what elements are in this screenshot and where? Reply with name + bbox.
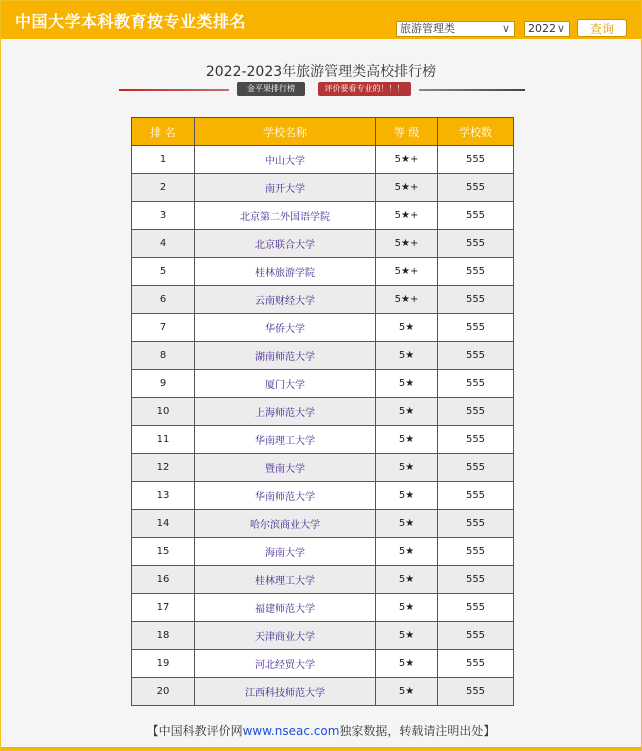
school-link[interactable]: 上海师范大学 [195,398,376,426]
count-cell: 555 [438,398,514,426]
school-link[interactable]: 南开大学 [195,174,376,202]
page-title: 2022-2023年旅游管理类高校排行榜 [205,64,437,80]
category-select[interactable] [396,21,515,37]
rank-cell: 4 [132,230,195,258]
app-title: 中国大学本科教育按专业类排名 [15,12,247,31]
table-row [132,650,514,678]
rank-cell: 1 [132,146,195,174]
grade-cell: 5★ [376,398,438,426]
school-link[interactable]: 桂林旅游学院 [195,258,376,286]
divider-left [119,89,229,91]
count-cell: 555 [438,370,514,398]
grade-cell: 5★ [376,482,438,510]
grade-cell: 5★ [376,678,438,706]
table-row [132,174,514,202]
count-cell: 555 [438,314,514,342]
school-link[interactable]: 海南大学 [195,538,376,566]
school-link[interactable]: 北京联合大学 [195,230,376,258]
grade-cell: 5★ [376,566,438,594]
count-cell: 555 [438,174,514,202]
count-cell: 555 [438,510,514,538]
grade-cell: 5★ [376,370,438,398]
rank-cell: 14 [132,510,195,538]
school-link[interactable]: 厦门大学 [195,370,376,398]
rank-cell: 9 [132,370,195,398]
school-link[interactable]: 天津商业大学 [195,622,376,650]
footer-link[interactable]: www.nseac.com [242,724,340,738]
rank-cell: 3 [132,202,195,230]
school-link[interactable]: 江西科技师范大学 [195,678,376,706]
rank-cell: 8 [132,342,195,370]
slogan-badge: 评价要看专业的！！！ [318,82,411,96]
grade-cell: 5★ [376,454,438,482]
grade-cell: 5★ [376,426,438,454]
rank-cell: 5 [132,258,195,286]
school-link[interactable]: 福建师范大学 [195,594,376,622]
rank-cell: 11 [132,426,195,454]
grade-cell: 5★ [376,650,438,678]
table-row [132,482,514,510]
count-cell: 555 [438,678,514,706]
grade-cell: 5★ [376,510,438,538]
bottom-divider [1,747,641,750]
table-row [132,342,514,370]
table-row [132,146,514,174]
school-link[interactable]: 暨南大学 [195,454,376,482]
ranking-badge: 金平果排行榜 [237,82,305,96]
column-header-rank: 排 名 [132,118,195,146]
table-row [132,426,514,454]
count-cell: 555 [438,650,514,678]
column-header-school: 学校名称 [195,118,376,146]
rank-cell: 10 [132,398,195,426]
year-select-value: 2022 [528,22,556,35]
table-row [132,286,514,314]
school-link[interactable]: 中山大学 [195,146,376,174]
rank-cell: 7 [132,314,195,342]
school-link[interactable]: 哈尔滨商业大学 [195,510,376,538]
grade-cell: 5★+ [376,202,438,230]
grade-cell: 5★+ [376,230,438,258]
table-header-row [132,118,514,146]
rank-cell: 16 [132,566,195,594]
footer-suffix: 独家数据，转载请注明出处】 [339,724,496,738]
count-cell: 555 [438,202,514,230]
count-cell: 555 [438,426,514,454]
rank-cell: 20 [132,678,195,706]
chevron-down-icon: ∨ [556,22,565,35]
table-row [132,538,514,566]
count-cell: 555 [438,286,514,314]
count-cell: 555 [438,146,514,174]
grade-cell: 5★+ [376,146,438,174]
rank-cell: 17 [132,594,195,622]
rank-cell: 2 [132,174,195,202]
rank-cell: 18 [132,622,195,650]
column-header-count: 学校数 [438,118,514,146]
table-row [132,230,514,258]
school-link[interactable]: 云南财经大学 [195,286,376,314]
divider-right [419,89,525,91]
table-row [132,314,514,342]
table-row [132,622,514,650]
chevron-down-icon: ∨ [501,22,510,35]
grade-cell: 5★ [376,342,438,370]
table-row [132,510,514,538]
rank-cell: 19 [132,650,195,678]
count-cell: 555 [438,342,514,370]
table-row [132,566,514,594]
count-cell: 555 [438,538,514,566]
grade-cell: 5★ [376,622,438,650]
grade-cell: 5★ [376,538,438,566]
query-button[interactable]: 查询 [577,19,627,37]
table-row [132,454,514,482]
count-cell: 555 [438,258,514,286]
count-cell: 555 [438,622,514,650]
grade-cell: 5★ [376,594,438,622]
school-link[interactable]: 湖南师范大学 [195,342,376,370]
footer-prefix: 【中国科教评价网 [146,724,243,738]
column-header-grade: 等 级 [376,118,438,146]
count-cell: 555 [438,566,514,594]
table-row [132,398,514,426]
grade-cell: 5★+ [376,174,438,202]
school-link[interactable]: 北京第二外国语学院 [195,202,376,230]
school-link[interactable]: 华南理工大学 [195,426,376,454]
rank-cell: 15 [132,538,195,566]
year-select[interactable] [524,21,570,37]
count-cell: 555 [438,454,514,482]
count-cell: 555 [438,594,514,622]
table-row [132,202,514,230]
school-link[interactable]: 河北经贸大学 [195,650,376,678]
count-cell: 555 [438,230,514,258]
ranking-table [131,117,514,706]
rank-cell: 13 [132,482,195,510]
school-link[interactable]: 桂林理工大学 [195,566,376,594]
table-row [132,678,514,706]
grade-cell: 5★+ [376,286,438,314]
category-select-value: 旅游管理类 [400,22,455,35]
school-link[interactable]: 华侨大学 [195,314,376,342]
count-cell: 555 [438,482,514,510]
rank-cell: 6 [132,286,195,314]
table-row [132,594,514,622]
grade-cell: 5★+ [376,258,438,286]
header-bar [1,1,641,39]
table-row [132,370,514,398]
footer-note [1,722,641,739]
table-row [132,258,514,286]
grade-cell: 5★ [376,314,438,342]
rank-cell: 12 [132,454,195,482]
school-link[interactable]: 华南师范大学 [195,482,376,510]
